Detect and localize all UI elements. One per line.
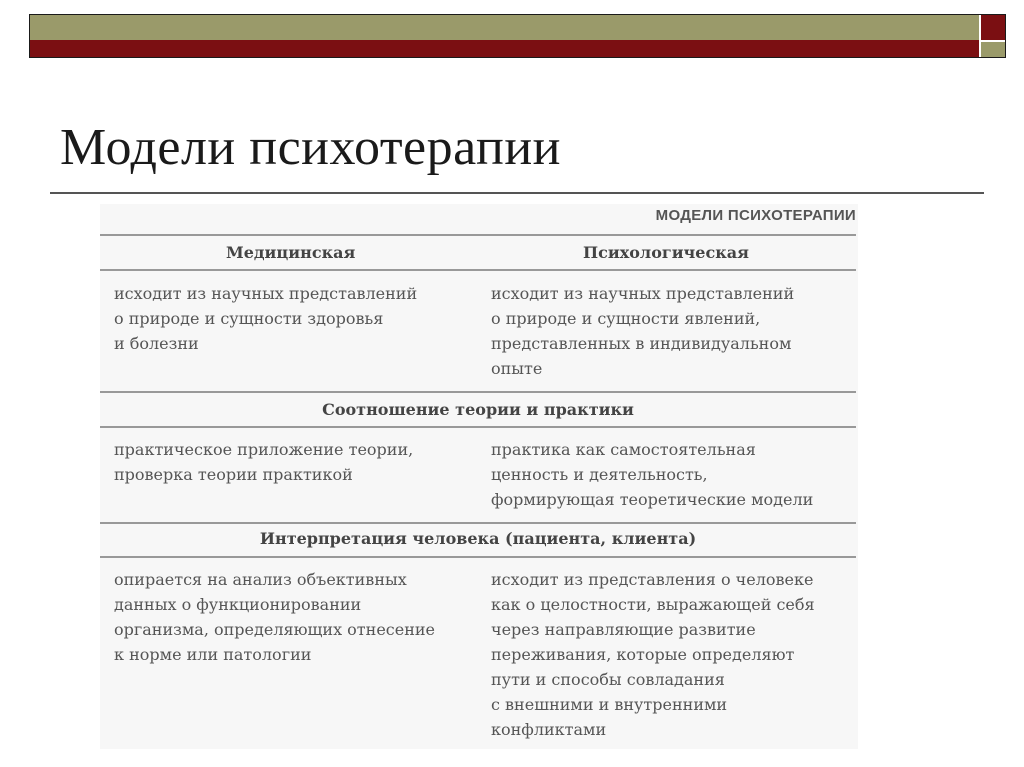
cell-psychological-theory-practice bbox=[491, 437, 813, 512]
cell-medical-basis bbox=[114, 281, 417, 356]
cell-medical-interpretation bbox=[114, 567, 435, 667]
cell-line: проверка теории практикой bbox=[114, 465, 353, 484]
olive-stripe bbox=[30, 15, 979, 40]
cell-line: практика как самостоятельная bbox=[491, 440, 756, 459]
cell-line: ценность и деятельность, bbox=[491, 465, 708, 484]
cell-medical-theory-practice bbox=[114, 437, 413, 487]
cell-line: и болезни bbox=[114, 334, 199, 353]
olive-square bbox=[981, 42, 1005, 57]
cell-line: переживания, которые определяют bbox=[491, 645, 795, 664]
cell-psychological-interpretation bbox=[491, 567, 815, 742]
maroon-stripe bbox=[30, 40, 979, 57]
divider bbox=[100, 269, 856, 271]
cell-line: исходит из научных представлений bbox=[491, 284, 795, 303]
column-header-medical: Медицинская bbox=[226, 243, 356, 262]
cell-line: как о целостности, выражающей себя bbox=[491, 595, 815, 614]
cell-line: опыте bbox=[491, 359, 543, 378]
title-underline bbox=[50, 192, 984, 194]
section-heading-interpretation: Интерпретация человека (пациента, клиента) bbox=[259, 529, 697, 548]
cell-psychological-basis bbox=[491, 281, 794, 381]
cell-line: пути и способы совладания bbox=[491, 670, 725, 689]
divider bbox=[100, 234, 856, 236]
cell-line: через направляющие развитие bbox=[491, 620, 756, 639]
cell-line: представленных в индивидуальном bbox=[491, 334, 792, 353]
divider bbox=[100, 522, 856, 524]
cell-line: организма, определяющих отнесение bbox=[114, 620, 436, 639]
cell-line: опирается на анализ объективных bbox=[114, 570, 407, 589]
cell-line: практическое приложение теории, bbox=[114, 440, 414, 459]
divider bbox=[100, 391, 856, 393]
cell-line: с внешними и внутренними bbox=[491, 695, 728, 714]
cell-line: данных о функционировании bbox=[114, 595, 362, 614]
cell-line: формирующая теоретические модели bbox=[491, 490, 814, 509]
cell-line: к норме или патологии bbox=[114, 645, 312, 664]
cell-line: конфликтами bbox=[491, 720, 607, 739]
cell-line: исходит из научных представлений bbox=[114, 284, 418, 303]
table-title: МОДЕЛИ ПСИХОТЕРАПИИ bbox=[655, 207, 856, 224]
cell-line: о природе и сущности здоровья bbox=[114, 309, 384, 328]
maroon-square bbox=[981, 15, 1005, 40]
cell-line: исходит из представления о человеке bbox=[491, 570, 814, 589]
scanned-table bbox=[100, 204, 858, 749]
slide-title: Модели психотерапии bbox=[60, 119, 562, 176]
top-decorative-bar bbox=[29, 14, 1006, 58]
divider bbox=[100, 556, 856, 558]
column-header-psychological: Психологическая bbox=[583, 243, 749, 262]
divider bbox=[100, 426, 856, 428]
cell-line: о природе и сущности явлений, bbox=[491, 309, 761, 328]
section-heading-theory-practice: Соотношение теории и практики bbox=[322, 400, 634, 419]
